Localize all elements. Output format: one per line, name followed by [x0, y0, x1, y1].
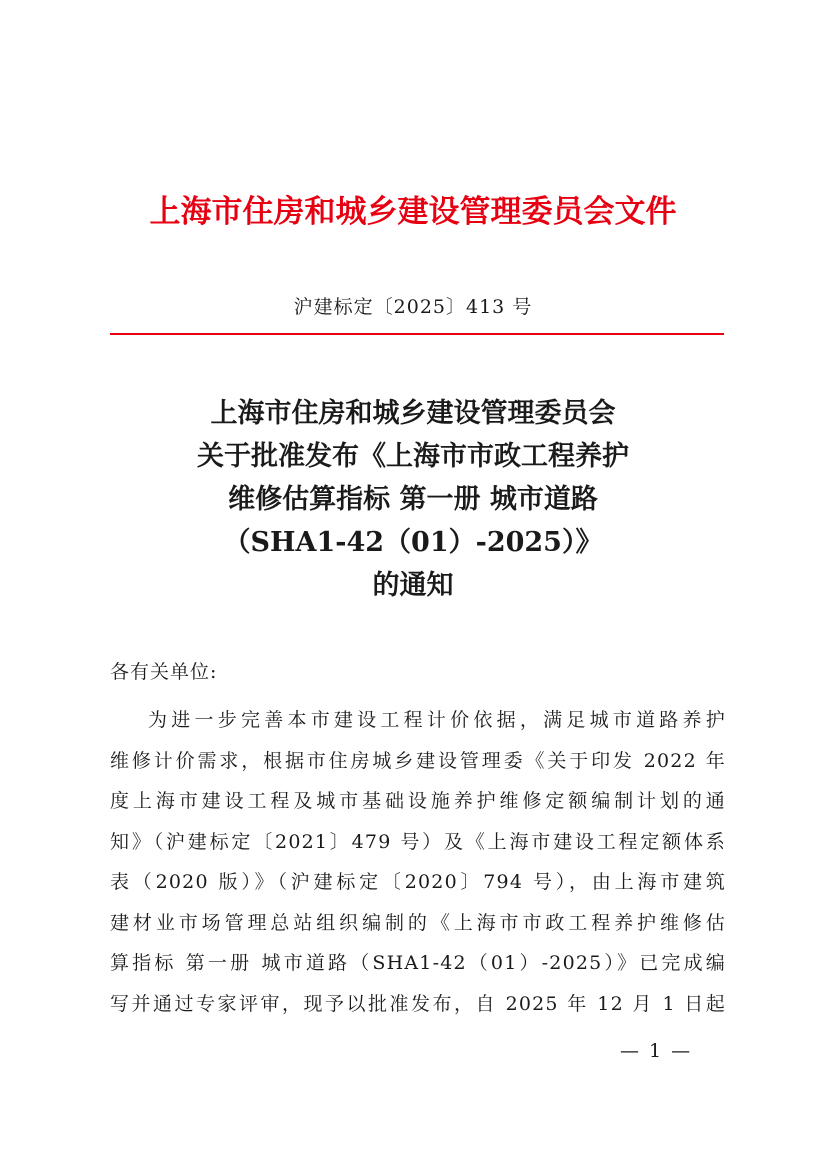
body-line: 算指标 第一册 城市道路（SHA1-42（01）-2025）》已完成编 [110, 952, 726, 974]
agency-header-title: 上海市住房和城乡建设管理委员会文件 [149, 194, 677, 230]
notice-title-line: 关于批准发布《上海市市政工程养护 [197, 441, 629, 472]
body-line: 写并通过专家评审，现予以批准发布，自 2025 年 12 月 1 日起 [110, 992, 726, 1015]
red-divider-line [110, 333, 724, 335]
body-line: 为进一步完善本市建设工程计价依据，满足城市道路养护 [148, 709, 726, 731]
notice-title-line: 的通知 [372, 570, 454, 601]
body-line: 表（2020 版）》（沪建标定〔2020〕794 号），由上海市建筑 [110, 871, 726, 893]
document-number: 沪建标定〔2025〕413 号 [293, 296, 533, 318]
notice-title [80, 392, 746, 607]
notice-title-line: 上海市住房和城乡建设管理委员会 [210, 398, 616, 429]
body-line: 建材业市场管理总站组织编制的《上海市市政工程养护维修估 [110, 911, 726, 934]
salutation: 各有关单位: [110, 661, 218, 683]
body-line: 度上海市建设工程及城市基础设施养护维修定额编制计划的通 [110, 790, 726, 812]
page-number: — 1 — [620, 1040, 693, 1062]
body-line: 知》（沪建标定〔2021〕479 号）及《上海市建设工程定额体系 [110, 830, 726, 853]
notice-title-line: （SHA1-42（01）-2025）》 [223, 527, 603, 558]
body-line: 维修计价需求，根据市住房城乡建设管理委《关于印发 2022 年 [110, 749, 726, 772]
body-paragraph [110, 700, 726, 1024]
notice-title-line: 维修估算指标 第一册 城市道路 [228, 484, 598, 515]
